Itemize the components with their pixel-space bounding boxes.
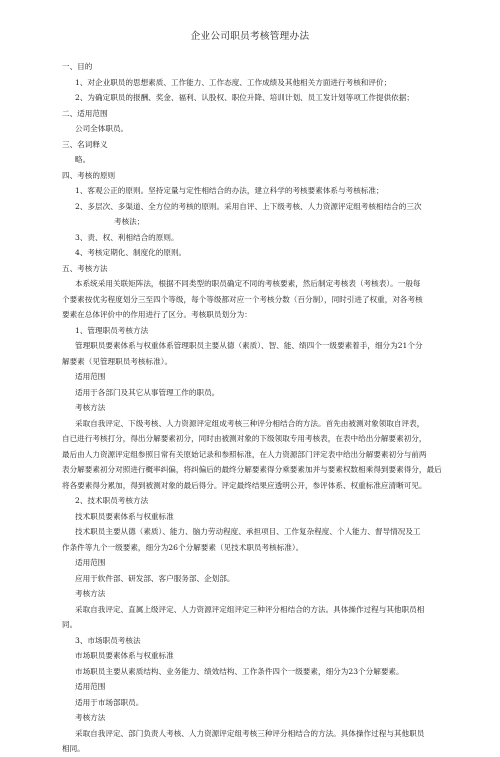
text-line: 最后由人力资源评定组参照日常有关原始记录和参照标准，在人力资源部门评定表中给出分解要素初分与前两 bbox=[62, 449, 427, 459]
text-line: 自已进行考核打分，得出分解要素初分，同时由被测对象的下级领取专用考核表，在表中给出分解要素初分， bbox=[62, 434, 427, 443]
text-line: 考核方法 bbox=[75, 713, 106, 722]
text-line: 1、客观公正的原则。坚持定量与定性相结合的办法，建立科学的考核要素体系与考核标准； bbox=[75, 186, 384, 195]
text-line: 一、目的 bbox=[62, 62, 93, 71]
text-line: 三、名词释义 bbox=[62, 139, 108, 149]
text-line: 技术职员主要从德（素质）、能力、脑力劳动程度、承担项目、工作复杂程度、个人能力、督导情况及工 bbox=[75, 527, 421, 536]
text-line: 2、技术职员考核方法 bbox=[75, 496, 149, 505]
text-line: 解要素（见管理职员考核标准）。 bbox=[62, 356, 173, 366]
text-line: 市场职员主要从素质结构、业务能力、绩效结构、工作条件四个一级要素，细分为23个分解要素。 bbox=[75, 666, 404, 676]
text-line: 二、适用范围 bbox=[62, 108, 108, 118]
text-line: 管理职员要素体系与权重体系管理职员主要从德（素质）、智、能、绩四个一级要素着手，细分为21个分 bbox=[75, 341, 423, 350]
text-line: 1、对企业职员的思想素质、工作能力、工作态度、工作成绩及其他相关方面进行考核和评价； bbox=[75, 77, 392, 87]
text-line: 应用于软件部、研发部、客户服务部、企划部。 bbox=[75, 573, 235, 583]
text-line: 技术职员要素体系与权重标准 bbox=[75, 511, 174, 521]
text-line: 2、为确定职员的报酬、奖金、福利、认股权、职位升降、培训计划、员工发计划等项工作提供依据； bbox=[75, 93, 414, 102]
document-body bbox=[62, 59, 464, 757]
text-line: 适用于各部门及其它从事管理工作的职员。 bbox=[75, 387, 220, 397]
text-line: 将各要素得分累加，得到被测对象的最后得分。评定最终结果应透明公开，参评体系、权重标准应清晰可见。 bbox=[62, 480, 427, 490]
text-line: 要素在总体评价中的作用进行了区分。考核职员划分为： bbox=[62, 310, 252, 319]
text-line: 适用于市场部职员。 bbox=[75, 697, 144, 707]
text-line: 1、管理职员考核方法 bbox=[75, 325, 149, 335]
document-title: 企业公司职员考核管理办法 bbox=[190, 31, 310, 42]
text-line: 作条件等九个一级要素，细分为26个分解要素（见技术职员考核标准）。 bbox=[62, 542, 304, 552]
text-line: 同。 bbox=[62, 620, 78, 629]
text-line: 考核方法 bbox=[75, 589, 106, 598]
text-line: 适用范围 bbox=[75, 558, 106, 567]
text-line: 考核法； bbox=[114, 217, 145, 226]
text-line: 公司全体职员。 bbox=[75, 124, 129, 133]
text-line: 个要素按优劣程度划分三至四个等级，每个等级都对应一个考核分数（百分制），同时引进了权重，对各考核 bbox=[62, 294, 423, 304]
text-line: 五、考核方法 bbox=[62, 263, 108, 273]
text-line: 采取自我评定、直属上级评定、人力资源评定组评定三种评分相结合的方法。具体操作过程与其他职员相 bbox=[75, 604, 425, 614]
text-line: 适用范围 bbox=[75, 682, 106, 691]
text-line: 市场职员要素体系与权重标准 bbox=[75, 651, 174, 660]
text-line: 2、多层次、多渠道、全方位的考核的原则。采用自评、上下级考核、人力资源评定组考核相结合的三次 bbox=[75, 201, 422, 211]
text-line: 采取自我评定、部门负责人考核、人力资源评定组考核三种评分相结合的方法。具体操作过程与其他职员 bbox=[75, 728, 425, 738]
text-line: 3、责、权、利相结合的原则。 bbox=[75, 232, 179, 242]
text-line: 考核方法 bbox=[75, 403, 106, 412]
text-line: 表分解要素初分对照进行概率纠偏，将纠偏后的最终分解要素得分乘要素加并与要素权数相乘得到要素得分，最后 bbox=[62, 465, 442, 474]
text-line: 四、考核的原则 bbox=[62, 170, 116, 180]
text-line: 本系统采用关联矩阵法，根据不同类型的职员确定不同的考核要素，然后制定考核表（考核表）。一般每 bbox=[75, 279, 421, 288]
text-line: 相同。 bbox=[62, 744, 85, 753]
text-line: 采取自我评定、下级考核、人力资源评定组成考核三种评分相结合的方法。首先由被测对象领取自评表， bbox=[75, 418, 425, 428]
text-line: 略。 bbox=[75, 155, 91, 164]
text-line: 3、市场职员考核法 bbox=[75, 635, 141, 645]
text-line: 4、考核定期化、制度化的原则。 bbox=[75, 248, 187, 257]
text-line: 适用范围 bbox=[75, 372, 106, 381]
